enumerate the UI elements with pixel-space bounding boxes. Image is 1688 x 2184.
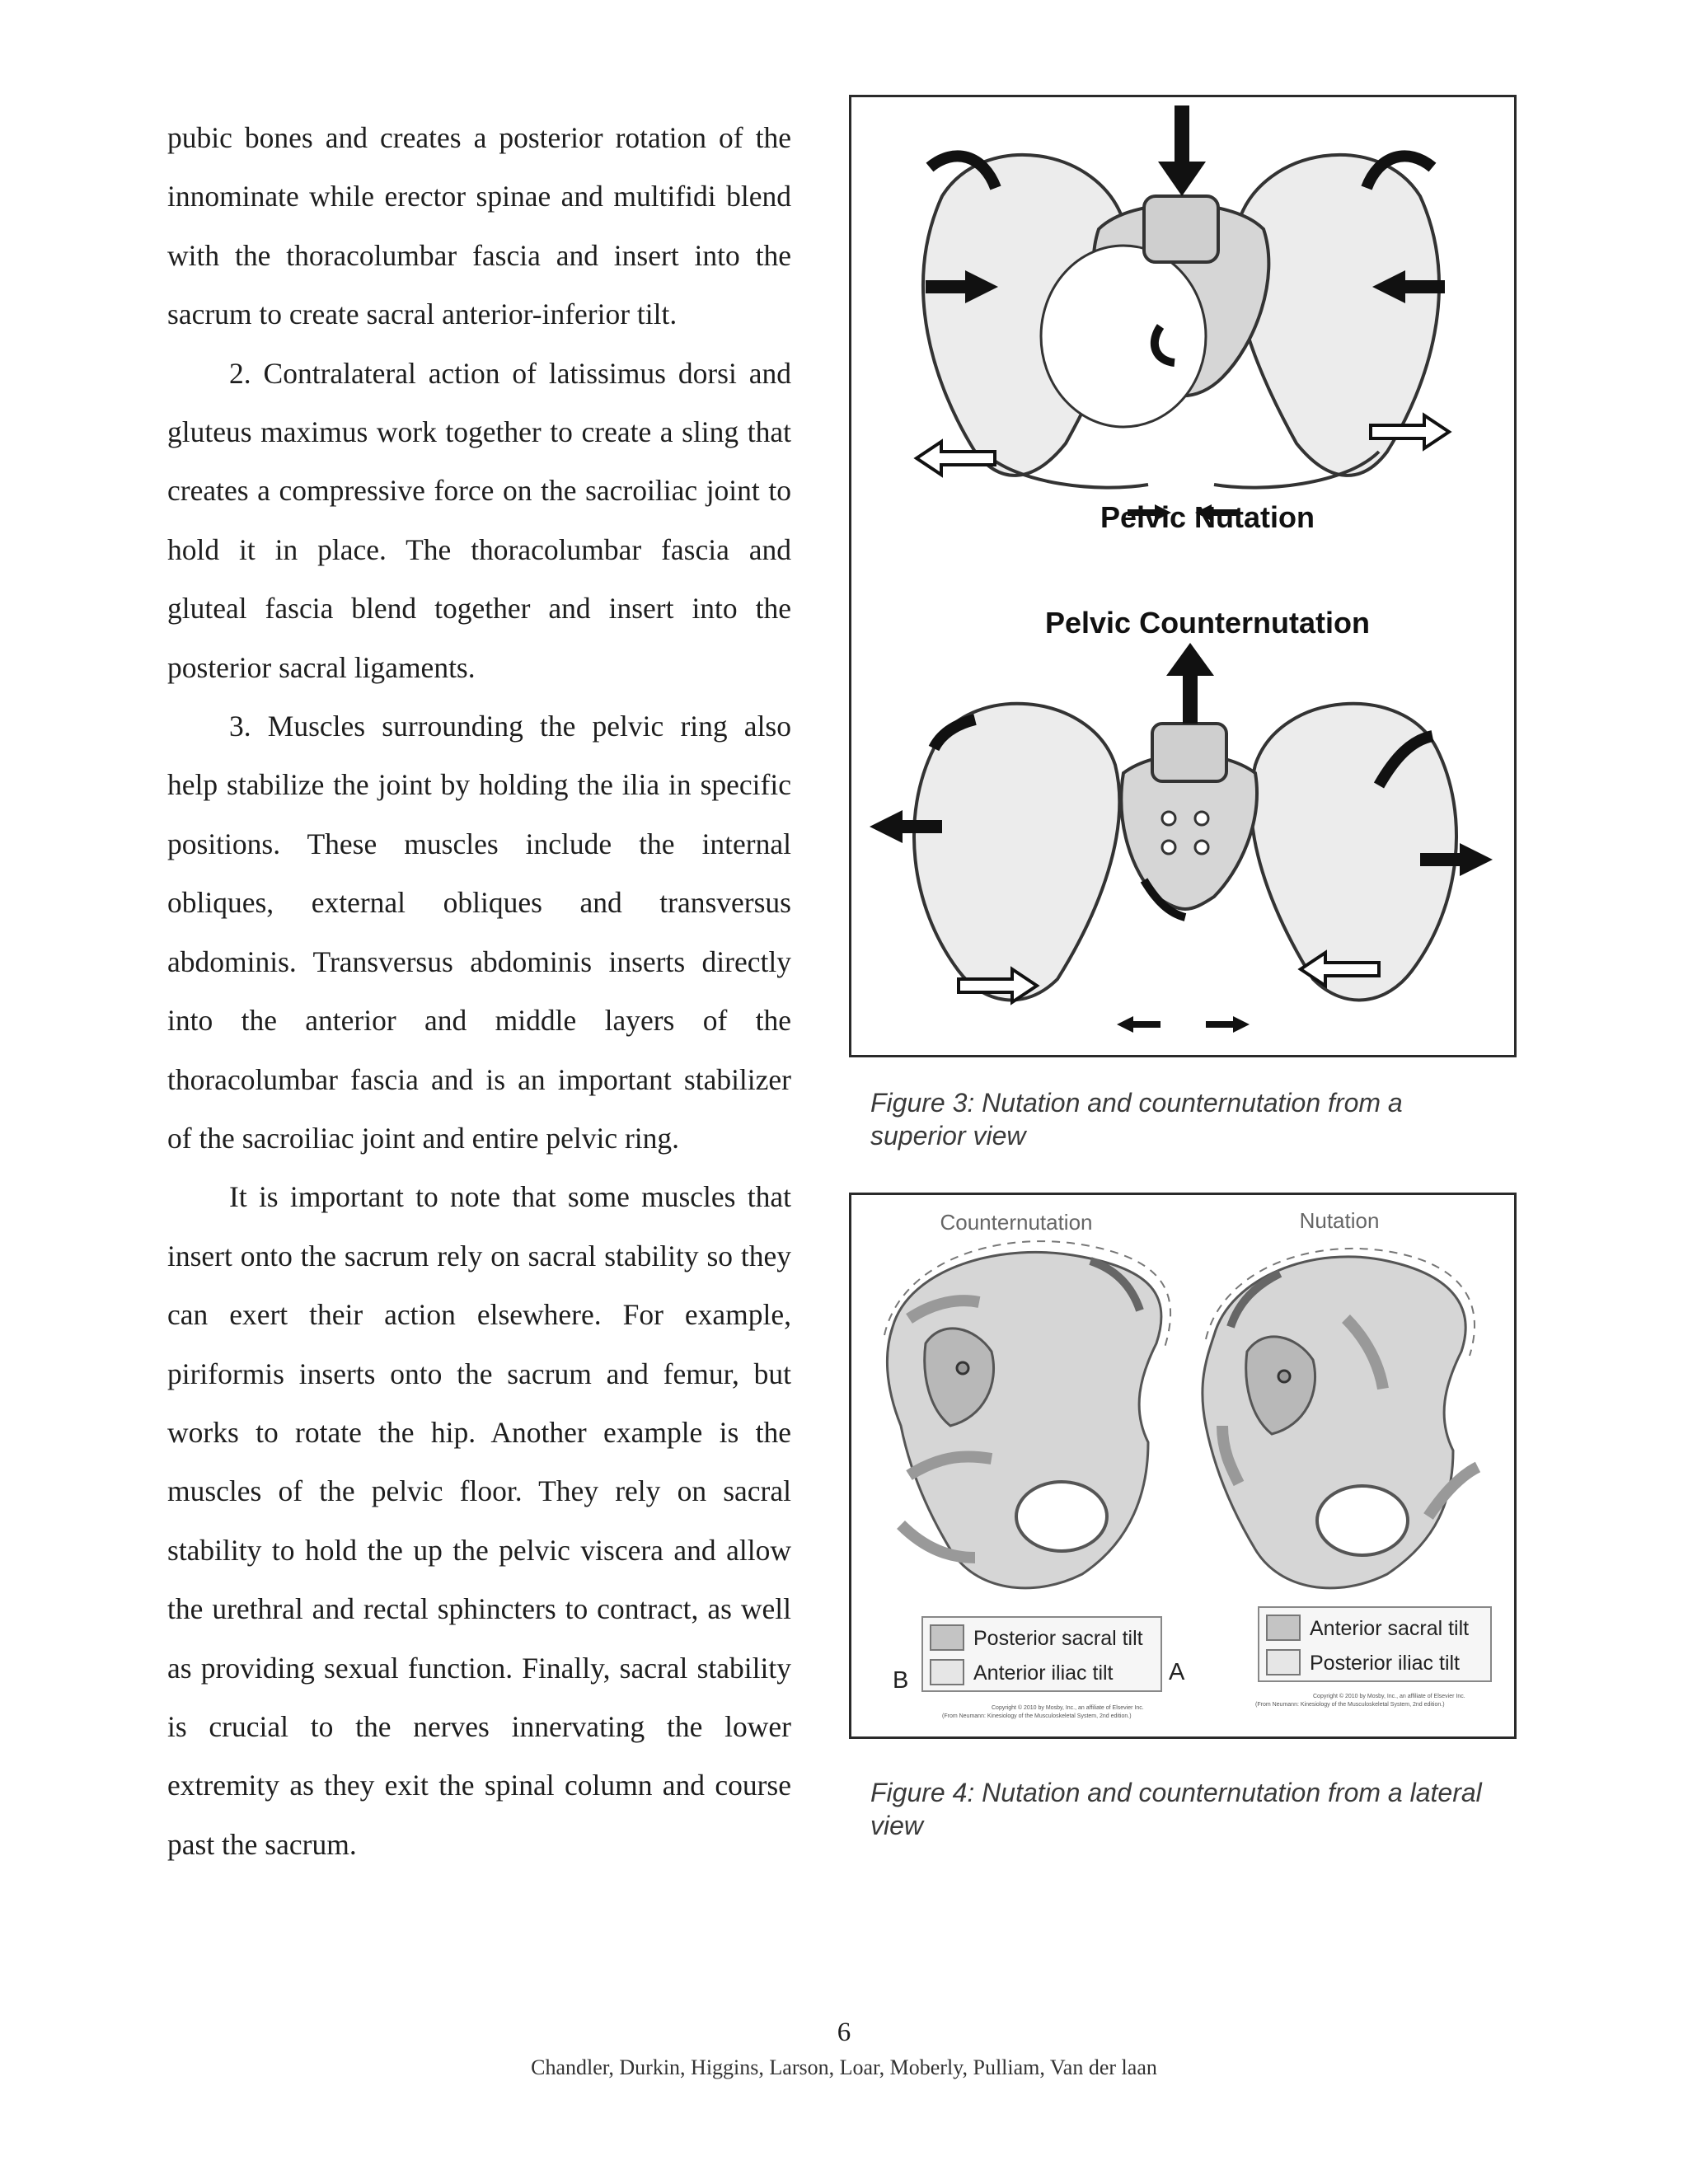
paragraph-2: 2. Contralateral action of latissimus dorsi and gluteus maximus work together to create a sling that creates a compressive force on the sacroiliac joint to hold it in place. The thoracolumbar fascia and gluteal fascia blend together and insert into the posterior sacral ligaments. xyxy=(167,356,791,684)
figure-3-caption: Figure 3: Nutation and counternutation from a superior view xyxy=(870,1088,1403,1151)
page-number: 6 xyxy=(837,2018,851,2047)
figure-4-letter-b: B xyxy=(893,1667,909,1694)
pelvis-nutation-drawing xyxy=(923,155,1439,488)
body-text-column xyxy=(167,109,791,1874)
figure-4-title-nutation: Nutation xyxy=(1299,1208,1380,1233)
figure-4-copyright-left-1: Copyright © 2010 by Mosby, Inc., an affiliate of Elsevier Inc. xyxy=(992,1705,1144,1711)
figure-4-copyright-right-2: (From Neumann: Kinesiology of the Musculoskeletal System, 2nd edition.) xyxy=(1255,1702,1445,1708)
ilium-counternutation-drawing xyxy=(884,1241,1170,1588)
legend-posterior-sacral-tilt: Posterior sacral tilt xyxy=(973,1627,1143,1650)
paragraph-4: It is important to note that some muscles that insert onto the sacrum rely on sacral stability so they can exert their action elsewhere. For example, piriformis inserts onto the sacrum and femur, but works to rotate the hip. Another example is the muscles of the pelvic floor. They rely on sacral stability to hold the up the pelvic viscera and allow the urethral and rectal sphincters to contract, as well as providing sexual function. Finally, sacral stability is crucial to the nerves innervating the lower extremity as they exit the spinal column and course past the sacrum. xyxy=(167,1180,791,1861)
figure-4-legend-right xyxy=(1259,1607,1491,1681)
figure-4-illustration xyxy=(851,1195,1514,1736)
ilium-nutation-drawing xyxy=(1203,1249,1478,1588)
paragraph-1: pubic bones and creates a posterior rotation of the innominate while erector spinae and multifidi blend with the thoracolumbar fascia and insert into the sacrum to create sacral anterior-inferior tilt. xyxy=(167,121,791,331)
legend-anterior-sacral-tilt: Anterior sacral tilt xyxy=(1310,1617,1470,1640)
figure-4-letter-a: A xyxy=(1169,1659,1185,1685)
legend-posterior-iliac-tilt: Posterior iliac tilt xyxy=(1310,1652,1460,1675)
pelvis-counternutation-drawing xyxy=(914,704,1456,1001)
figure-3-label-counternutation: Pelvic Counternutation xyxy=(1044,606,1371,640)
figure-4-title-counternutation: Counternutation xyxy=(940,1210,1093,1235)
footer-authors: Chandler, Durkin, Higgins, Larson, Loar, Moberly, Pulliam, Van der laan xyxy=(531,2055,1157,2079)
figure-3-label-nutation: Pelvic Nutation xyxy=(1100,500,1315,534)
figure-4-copyright-right-1: Copyright © 2010 by Mosby, Inc., an affiliate of Elsevier Inc. xyxy=(1313,1694,1465,1699)
figure-3-illustration xyxy=(851,97,1514,1055)
legend-anterior-iliac-tilt: Anterior iliac tilt xyxy=(973,1661,1114,1685)
figure-3-pelvic-nutation xyxy=(849,95,1517,1057)
figure-4-lateral-view xyxy=(849,1193,1517,1739)
figure-4-copyright-left-2: (From Neumann: Kinesiology of the Musculoskeletal System, 2nd edition.) xyxy=(942,1713,1132,1719)
figure-4-caption: Figure 4: Nutation and counternutation from a lateral view xyxy=(870,1778,1482,1840)
figure-4-legend-left xyxy=(922,1617,1161,1691)
paragraph-3: 3. Muscles surrounding the pelvic ring also help stabilize the joint by holding the ilia in specific positions. These muscles include the internal obliques, external obliques and transversus abdominis. Transversus abdominis inserts directly into the anterior and middle layers of the thoracolumbar fascia and is an important stabilizer of the sacroiliac joint and entire pelvic ring. xyxy=(167,710,791,1155)
